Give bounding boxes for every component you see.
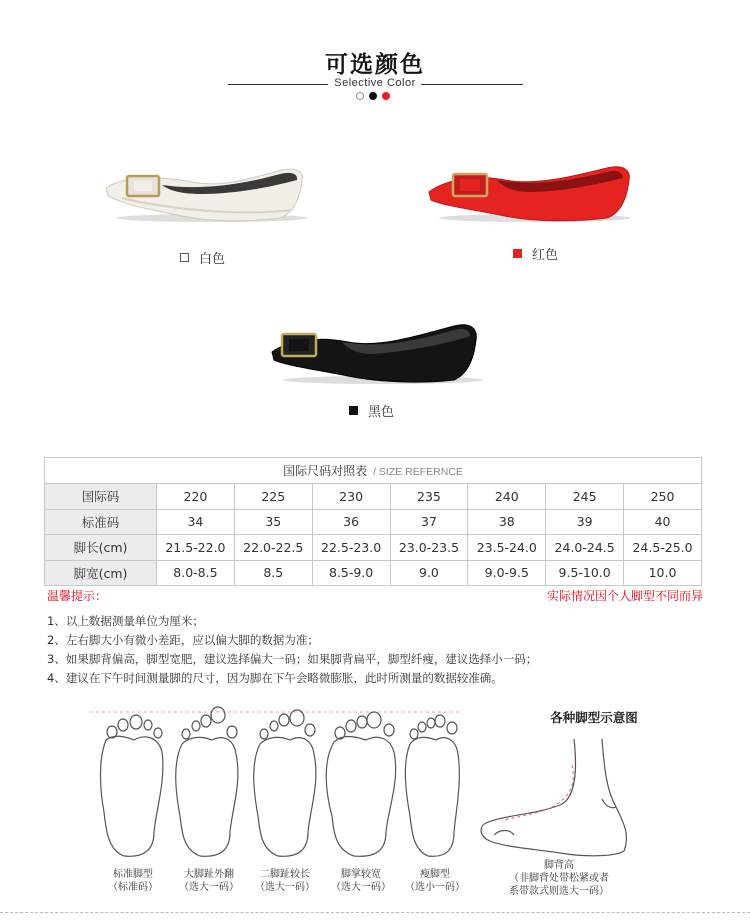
table-cell: 23.0-23.5	[390, 535, 468, 561]
table-cell: 245	[546, 484, 624, 510]
table-cell: 10.0	[624, 560, 702, 586]
white-dot	[356, 92, 364, 100]
row-header: 标准码	[45, 509, 157, 535]
foot-type-name: 二脚趾较长	[260, 869, 310, 880]
table-caption-cn: 国际尺码对照表	[283, 464, 368, 478]
table-cell: 22.5-23.0	[312, 535, 390, 561]
foot-type-advice: （选小一码）	[405, 882, 465, 893]
color-name-white: 白色	[199, 252, 226, 267]
size-reference-table	[44, 457, 702, 586]
tip-item: 4、建议在下午时间测量脚的尺寸，因为脚在下午会略微膨胀，此时所测量的数据较准确。	[47, 671, 503, 685]
bottom-divider	[0, 912, 750, 913]
table-row	[45, 535, 702, 561]
table-cell: 38	[468, 509, 546, 535]
instep-advice-line1: （非脚背处带松紧或者	[509, 873, 609, 884]
table-cell: 24.5-25.0	[624, 535, 702, 561]
instep-foot-icon	[481, 739, 626, 856]
table-cell: 250	[624, 484, 702, 510]
standard-foot-icon	[101, 715, 163, 856]
table-cell: 8.0-8.5	[157, 560, 235, 586]
table-caption-row	[45, 458, 702, 484]
tip-item: 3、如果脚背偏高，脚型宽肥，建议选择偏大一码；如果脚背扁平，脚型纤瘦，建议选择小一码；	[47, 652, 538, 666]
foot-type-advice: （选大一码）	[255, 882, 315, 893]
foot-type-caption	[390, 868, 480, 894]
tip-item: 1、以上数据测量单位为厘米；	[47, 614, 204, 628]
table-cell: 8.5	[234, 560, 312, 586]
swatch-red	[513, 249, 522, 258]
instep-advice-line2: 系带款式则选大一码）	[509, 886, 609, 897]
table-cell: 39	[546, 509, 624, 535]
red-shoe-image	[425, 158, 640, 228]
table-cell: 9.0	[390, 560, 468, 586]
table-cell: 225	[234, 484, 312, 510]
row-header: 脚宽(cm)	[45, 560, 157, 586]
table-cell: 36	[312, 509, 390, 535]
table-caption	[45, 458, 702, 484]
row-header: 国际码	[45, 484, 157, 510]
foot-type-name: 标准脚型	[113, 869, 153, 880]
table-caption-en: / SIZE REFERNCE	[373, 466, 463, 478]
table-cell: 9.0-9.5	[468, 560, 546, 586]
table-cell: 235	[390, 484, 468, 510]
table-cell: 40	[624, 509, 702, 535]
wide-foot-icon	[326, 712, 395, 856]
table-row	[45, 484, 702, 510]
table-row	[45, 560, 702, 586]
table-cell: 35	[234, 509, 312, 535]
color-dots	[356, 92, 390, 100]
black-shoe-image	[268, 318, 488, 388]
black-dot	[369, 92, 377, 100]
bunion-foot-icon	[176, 707, 238, 856]
foot-type-advice: （标准码）	[108, 882, 158, 893]
tips-title: 温馨提示：	[47, 589, 108, 603]
table-cell: 34	[157, 509, 235, 535]
foot-type-name: 脚掌较宽	[341, 869, 381, 880]
white-shoe-image	[102, 158, 312, 228]
section-subtitle: Selective Color	[334, 77, 416, 89]
table-cell: 240	[468, 484, 546, 510]
swatch-white	[180, 253, 189, 262]
table-cell: 9.5-10.0	[546, 560, 624, 586]
color-label-red[interactable]	[513, 244, 558, 263]
table-cell: 23.5-24.0	[468, 535, 546, 561]
color-label-white[interactable]	[180, 248, 225, 267]
swatch-black	[349, 406, 358, 415]
instep-height-line	[502, 765, 573, 821]
table-cell: 220	[157, 484, 235, 510]
table-cell: 21.5-22.0	[157, 535, 235, 561]
foot-shape-diagrams	[84, 700, 474, 870]
table-cell: 24.0-24.5	[546, 535, 624, 561]
long-second-toe-foot-icon	[254, 710, 316, 856]
foot-type-name: 大脚趾外翻	[184, 869, 234, 880]
high-instep-diagram	[474, 735, 644, 863]
table-row	[45, 509, 702, 535]
row-header: 脚长(cm)	[45, 535, 157, 561]
instep-caption	[494, 859, 624, 898]
tips-disclaimer: 实际情况因个人脚型不同而异	[546, 589, 703, 603]
table-cell: 8.5-9.0	[312, 560, 390, 586]
section-title: 可选颜色	[325, 52, 425, 78]
slim-foot-icon	[405, 715, 459, 856]
instep-name: 脚背高	[544, 860, 574, 871]
table-cell: 230	[312, 484, 390, 510]
color-name-black: 黑色	[368, 405, 395, 420]
foot-types-title: 各种脚型示意图	[550, 710, 638, 725]
table-cell: 37	[390, 509, 468, 535]
color-name-red: 红色	[532, 248, 559, 263]
red-dot	[382, 92, 390, 100]
foot-type-advice: （选大一码）	[331, 882, 391, 893]
foot-type-name: 瘦脚型	[420, 869, 450, 880]
color-label-black[interactable]	[349, 401, 394, 420]
foot-type-advice: （选大一码）	[179, 882, 239, 893]
table-cell: 22.0-22.5	[234, 535, 312, 561]
tip-item: 2、左右脚大小有微小差距，应以偏大脚的数据为准；	[47, 633, 319, 647]
